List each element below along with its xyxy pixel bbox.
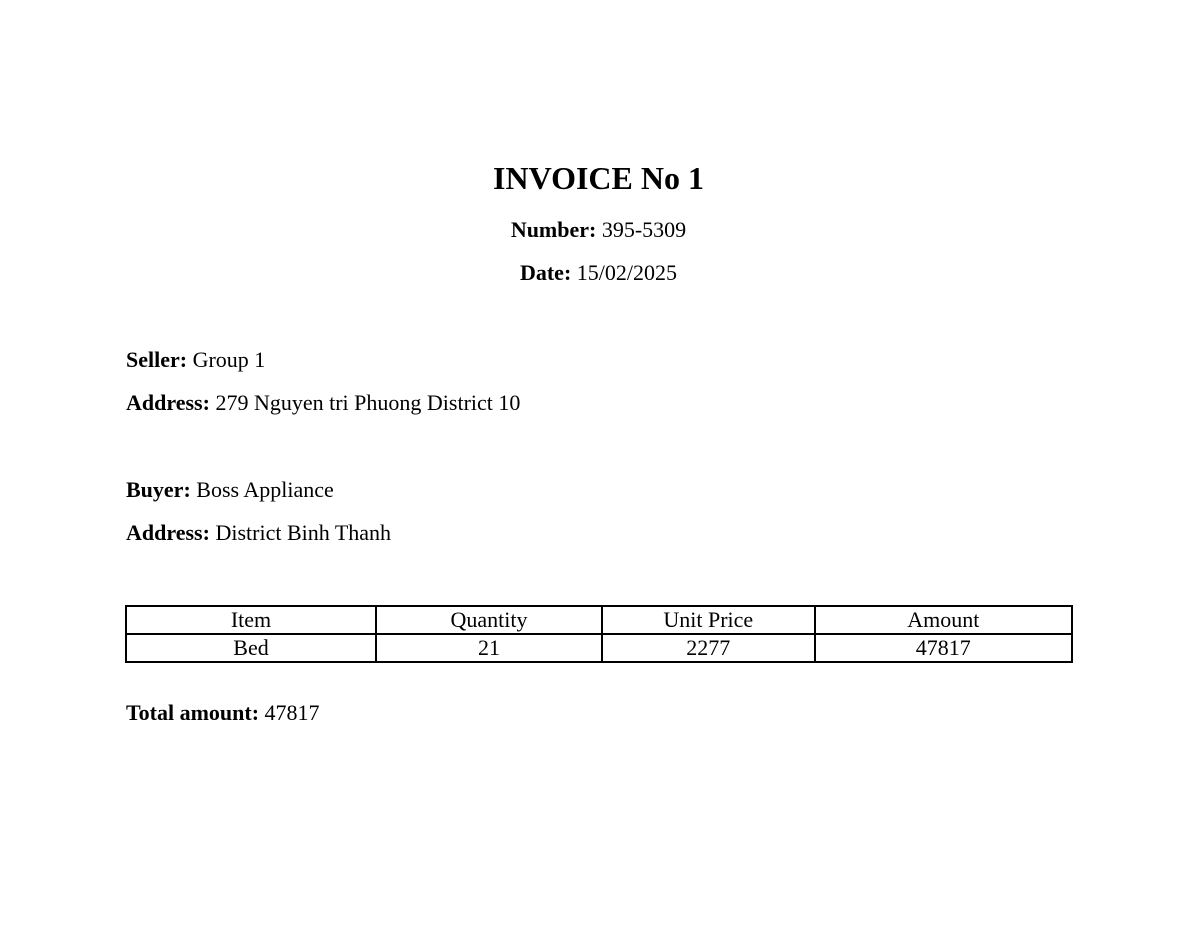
cell-unit-price: 2277	[602, 634, 815, 662]
invoice-date-value: 15/02/2025	[576, 260, 678, 285]
buyer-address-label: Address:	[126, 520, 210, 545]
cell-item: Bed	[126, 634, 376, 662]
items-table	[125, 605, 1073, 663]
invoice-title: INVOICE No 1	[493, 160, 704, 196]
header-amount: Amount	[815, 606, 1072, 634]
invoice-number-label: Number:	[510, 217, 597, 242]
seller-name-value: Group 1	[192, 347, 266, 372]
total-amount-label: Total amount:	[126, 700, 260, 725]
seller-name-label: Seller:	[126, 347, 188, 372]
table-header-row	[126, 606, 1072, 634]
table-row	[126, 634, 1072, 662]
buyer-name-label: Buyer:	[126, 477, 191, 502]
cell-quantity: 21	[376, 634, 602, 662]
header-unit-price: Unit Price	[602, 606, 815, 634]
total-amount	[126, 699, 320, 727]
seller-address-value: 279 Nguyen tri Phuong District 10	[215, 390, 521, 415]
cell-amount: 47817	[815, 634, 1072, 662]
total-amount-value: 47817	[264, 700, 320, 725]
buyer-address-value: District Binh Thanh	[215, 520, 392, 545]
buyer-name	[126, 476, 334, 504]
invoice-date	[0, 259, 1197, 287]
header-item: Item	[126, 606, 376, 634]
header-quantity: Quantity	[376, 606, 602, 634]
seller-address-label: Address:	[126, 390, 210, 415]
invoice-number	[0, 216, 1197, 244]
invoice-number-value: 395-5309	[601, 217, 687, 242]
seller-address	[126, 389, 520, 417]
buyer-name-value: Boss Appliance	[196, 477, 334, 502]
invoice-date-label: Date:	[519, 260, 572, 285]
buyer-address	[126, 519, 391, 547]
seller-name	[126, 346, 265, 374]
